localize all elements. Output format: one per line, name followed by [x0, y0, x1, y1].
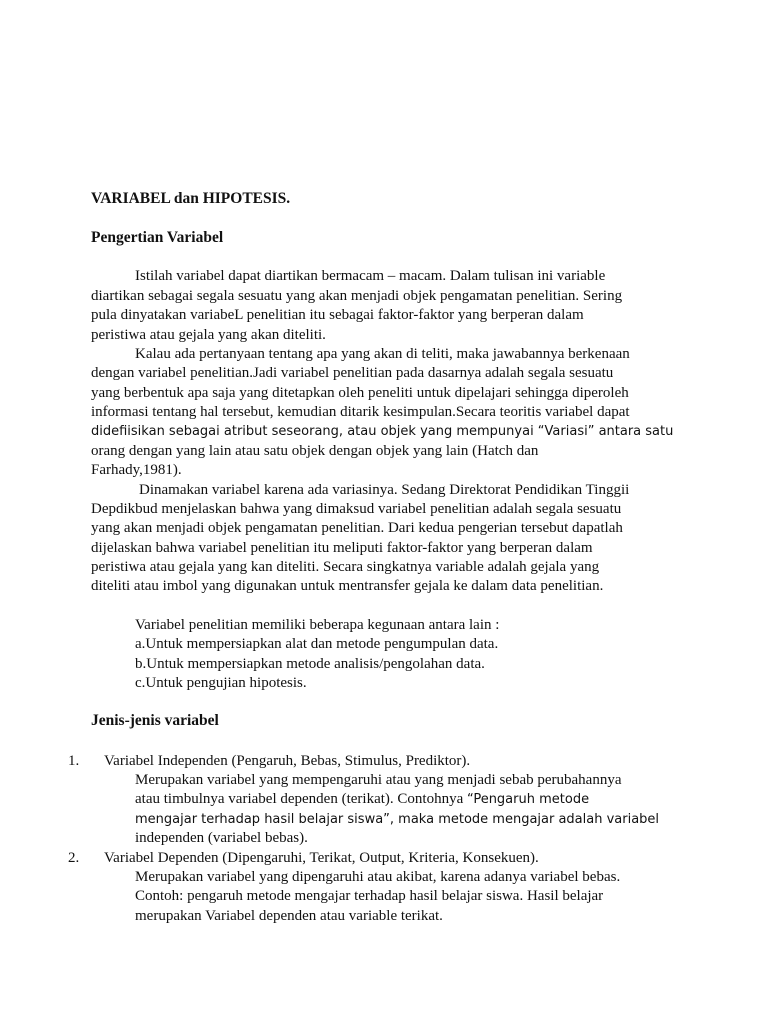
type-body-text: atau timbulnya variabel dependen (terikat). Contohnya	[135, 791, 467, 807]
paragraph-3-line: dijelaskan bahwa variabel penelitian itu meliputi faktor-faktor yang berperan dalam	[91, 540, 593, 556]
uses-list-item: b.Untuk mempersiapkan metode analisis/pengolahan data.	[135, 656, 485, 672]
type-body-line: independen (variabel bebas).	[135, 830, 308, 846]
type-body-line: Merupakan variabel yang mempengaruhi atau yang menjadi sebab perubahannya	[135, 772, 622, 788]
uses-list-item: c.Untuk pengujian hipotesis.	[135, 675, 307, 691]
paragraph-2-line: yang berbentuk apa saja yang ditetapkan oleh peneliti untuk dipelajari sehingga diperoleh	[91, 385, 629, 401]
paragraph-2-line: dengan variabel penelitian.Jadi variabel penelitian pada dasarnya adalah segala sesuatu	[91, 365, 614, 381]
type-heading: Variabel Independen (Pengaruh, Bebas, Stimulus, Prediktor).	[104, 753, 471, 769]
paragraph-2-line: orang dengan yang lain atau satu objek dengan objek yang lain (Hatch dan	[91, 443, 539, 459]
paragraph-3-line: peristiwa atau gejala yang kan diteliti. Secara singkatnya variable adalah gejala yang	[91, 559, 600, 575]
list-number: 2.	[68, 850, 80, 866]
paragraph-2-line: Kalau ada pertanyaan tentang apa yang akan di teliti, maka jawabannya berkenaan	[135, 346, 630, 362]
uses-intro: Variabel penelitian memiliki beberapa kegunaan antara lain :	[135, 617, 500, 633]
section-heading-pengertian: Pengertian Variabel	[91, 229, 224, 246]
type-body-line: mengajar terhadap hasil belajar siswa”, maka metode mengajar adalah variabel	[135, 812, 660, 827]
paragraph-3-line: diteliti atau imbol yang digunakan untuk mentransfer gejala ke dalam data penelitian.	[91, 578, 604, 594]
paragraph-1-line: Istilah variabel dapat diartikan bermacam – macam. Dalam tulisan ini variable	[135, 268, 606, 284]
paragraph-3-line: Dinamakan variabel karena ada variasinya. Sedang Direktorat Pendidikan Tinggii	[139, 482, 630, 498]
list-number: 1.	[68, 753, 80, 769]
type-body-line: Contoh: pengaruh metode mengajar terhadap hasil belajar siswa. Hasil belajar	[135, 888, 604, 904]
paragraph-3-line: yang akan menjadi objek pengamatan penelitian. Dari kedua pengerian tersebut dapatlah	[91, 520, 623, 536]
paragraph-1-line: diartikan sebagai segala sesuatu yang akan menjadi objek pengamatan penelitian. Sering	[91, 288, 623, 304]
paragraph-1-line: pula dinyatakan variabeL penelitian itu sebagai faktor-faktor yang berperan dalam	[91, 307, 584, 323]
paragraph-2-line: Farhady,1981).	[91, 462, 182, 478]
paragraph-1-line: peristiwa atau gejala yang akan diteliti.	[91, 327, 326, 343]
type-body-text: “Pengaruh metode	[466, 792, 590, 807]
document-title: VARIABEL dan HIPOTESIS.	[91, 190, 291, 207]
type-body-line	[135, 790, 589, 809]
paragraph-3-line: Depdikbud menjelaskan bahwa yang dimaksud variabel penelitian adalah segala sesuatu	[91, 501, 622, 517]
section-heading-jenis: Jenis-jenis variabel	[91, 712, 219, 729]
uses-list-item: a.Untuk mempersiapkan alat dan metode pengumpulan data.	[135, 636, 499, 652]
type-body-line: Merupakan variabel yang dipengaruhi atau akibat, karena adanya variabel bebas.	[135, 869, 621, 885]
type-heading: Variabel Dependen (Dipengaruhi, Terikat, Output, Kriteria, Konsekuen).	[104, 850, 539, 866]
paragraph-2-line: didefiisikan sebagai atribut seseorang, atau objek yang mempunyai “Variasi” antara satu	[91, 424, 674, 439]
type-body-line: merupakan Variabel dependen atau variable terikat.	[135, 908, 443, 924]
paragraph-2-line: informasi tentang hal tersebut, kemudian ditarik kesimpulan.Secara teoritis variabel dapat	[91, 404, 630, 420]
